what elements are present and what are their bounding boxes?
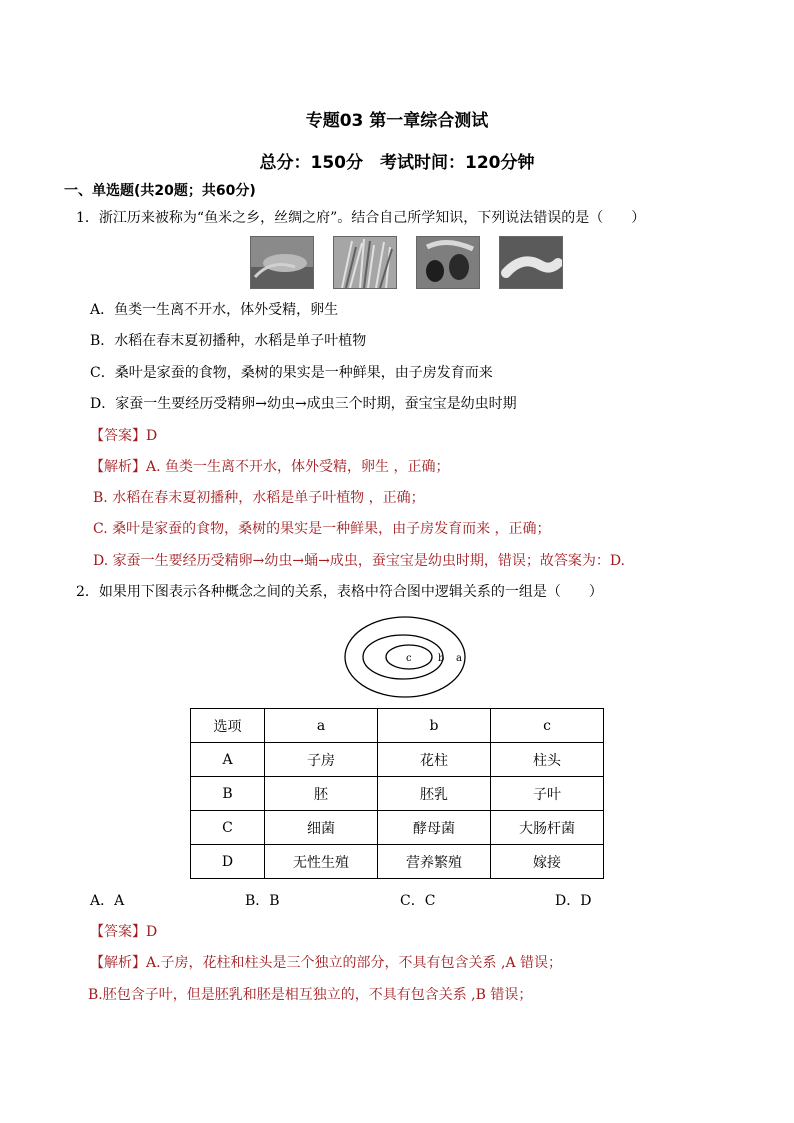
mulberry-photo bbox=[416, 236, 480, 289]
page-title: 专题03 第一章综合测试 bbox=[305, 111, 489, 131]
q1-option-d: D．家蚕一生要经历受精卵→幼虫→成虫三个时期，蚕宝宝是幼虫时期 bbox=[90, 396, 517, 412]
q1-analysis-line: C. 桑叶是家蚕的食物，桑树的果实是一种鲜果，由子房发育而来 ，正确； bbox=[93, 521, 551, 537]
q1-option-a: A．鱼类一生离不开水，体外受精，卵生 bbox=[90, 302, 339, 318]
table-cell: A bbox=[191, 743, 265, 777]
table-header-cell: a bbox=[265, 709, 378, 743]
table-row bbox=[191, 845, 604, 879]
q2-analysis-line bbox=[90, 952, 562, 972]
table-cell: 子房 bbox=[265, 743, 378, 777]
q1-option-b: B．水稻在春末夏初播种，水稻是单子叶植物 bbox=[90, 333, 367, 349]
table-cell: 营养繁殖 bbox=[378, 845, 491, 879]
q1-answer bbox=[90, 425, 157, 445]
table-cell: 嫁接 bbox=[491, 845, 604, 879]
answer-tag: 【答案】 bbox=[90, 428, 146, 444]
q2-choice-a: A．A bbox=[90, 893, 125, 909]
label-c: c bbox=[406, 653, 412, 664]
q1-analysis-line: B. 水稻在春末夏初播种，水稻是单子叶植物 ，正确； bbox=[93, 490, 425, 506]
analysis-tag: 【解析】 bbox=[90, 459, 146, 475]
q1-stem: 1．浙江历来被称为“鱼米之乡，丝绸之府”。结合自己所学知识，下列说法错误的是（ ） bbox=[76, 210, 646, 226]
analysis-tag: 【解析】 bbox=[90, 955, 146, 971]
answer-value: D bbox=[146, 924, 158, 940]
table-cell: C bbox=[191, 811, 265, 845]
section-heading: 一、单选题(共20题；共60分) bbox=[64, 183, 256, 199]
label-b: b bbox=[438, 653, 445, 664]
table-cell: 胚乳 bbox=[378, 777, 491, 811]
q2-choice-b: B．B bbox=[245, 893, 280, 909]
table-row bbox=[191, 811, 604, 845]
table-header-row bbox=[191, 709, 604, 743]
table-row bbox=[191, 743, 604, 777]
q2-choice-c: C．C bbox=[400, 893, 436, 909]
ellipse-b bbox=[363, 635, 443, 679]
options-table bbox=[190, 708, 604, 879]
q2-answer bbox=[90, 921, 157, 941]
rice-photo bbox=[333, 236, 397, 289]
table-cell: 无性生殖 bbox=[265, 845, 378, 879]
table-header-cell: 选项 bbox=[191, 709, 265, 743]
table-cell: 柱头 bbox=[491, 743, 604, 777]
answer-value: D bbox=[146, 428, 158, 444]
label-a: a bbox=[456, 653, 462, 664]
table-cell: 酵母菌 bbox=[378, 811, 491, 845]
concept-venn-diagram bbox=[340, 612, 470, 702]
q2-stem: 2．如果用下图表示各种概念之间的关系，表格中符合图中逻辑关系的一组是（ ） bbox=[76, 584, 603, 600]
analysis-text: A. 鱼类一生离不开水，体外受精，卵生 ，正确； bbox=[146, 459, 450, 475]
q2-choice-d: D．D bbox=[555, 893, 592, 909]
table-cell: 子叶 bbox=[491, 777, 604, 811]
table-header-cell: b bbox=[378, 709, 491, 743]
table-cell: 细菌 bbox=[265, 811, 378, 845]
q1-analysis-line bbox=[90, 456, 449, 476]
analysis-text: A.子房，花柱和柱头是三个独立的部分，不具有包含关系 ,A 错误； bbox=[146, 955, 563, 971]
table-header-cell: c bbox=[491, 709, 604, 743]
table-cell: 胚 bbox=[265, 777, 378, 811]
answer-tag: 【答案】 bbox=[90, 924, 146, 940]
table-row bbox=[191, 777, 604, 811]
silkworm-photo bbox=[499, 236, 563, 289]
fish-photo bbox=[250, 236, 314, 289]
table-cell: 花柱 bbox=[378, 743, 491, 777]
table-cell: D bbox=[191, 845, 265, 879]
q2-analysis-line: B.胚包含子叶，但是胚乳和胚是相互独立的，不具有包含关系 ,B 错误； bbox=[88, 987, 533, 1003]
table-cell: B bbox=[191, 777, 265, 811]
q1-option-c: C．桑叶是家蚕的食物，桑树的果实是一种鲜果，由子房发育而来 bbox=[90, 365, 493, 381]
q1-analysis-line: D. 家蚕一生要经历受精卵→幼虫→蛹→成虫，蚕宝宝是幼虫时期，错误；故答案为：D. bbox=[93, 553, 625, 569]
table-cell: 大肠杆菌 bbox=[491, 811, 604, 845]
page-subtitle: 总分：150分 考试时间：120分钟 bbox=[259, 153, 535, 173]
